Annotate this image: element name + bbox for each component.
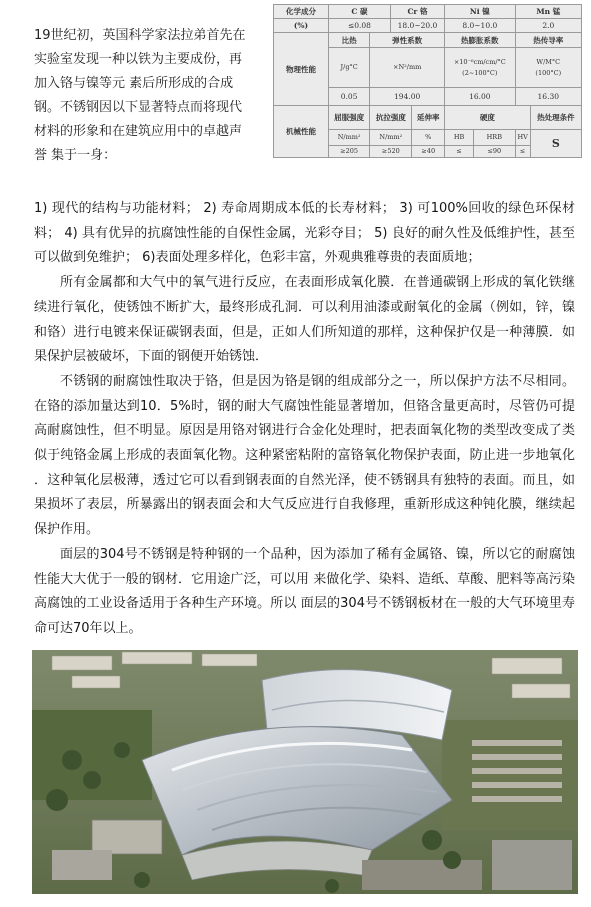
heat-treatment-label: 热处理条件	[530, 106, 581, 130]
value-expansion: 16.00	[445, 88, 516, 106]
unit-conductivity-text: W/M°C	[536, 57, 561, 66]
physical-header: 物理性能	[274, 33, 329, 106]
yield-strength-label: 屈服强度	[329, 106, 370, 130]
corrosion-paragraph: 所有金属都和大气中的氧气进行反应，在表面形成氧化膜．在普通碳钢上形成的氧化铁继 续进行氧化，使锈蚀不断扩大，最终形成孔洞．可以利用油漆或耐氧化的金属（例如，锌，镍 和铬）进行电镀来保证碳钢表面，但是，正如人们所知道的那样，这种保护仅是一种薄膜．如 果保护层被破坏，下面的钢便开始锈蚀．	[34, 275, 575, 365]
unit-yield: N/mm²	[329, 130, 370, 146]
hardness-label: 硬度	[445, 106, 531, 130]
unit-elongation: %	[412, 130, 445, 146]
mechanical-header: 机械性能	[274, 106, 329, 158]
intro-paragraph: 19世纪初，英国科学家法拉弟首先在实验室发现一种以铁为主要成份，再加入铬与镍等元 素后所形成的合成钢。不锈钢因以下显著特点而将现代材料的形象和在建筑应用中的卓越声誉 集于一身：	[34, 28, 246, 163]
value-elongation: ≥40	[412, 146, 445, 158]
value-hb: ≤	[445, 146, 474, 158]
chromium-paragraph: 不锈钢的耐腐蚀性取决于铬，但是因为铬是钢的组成部分之一，所以保护方法不尽相同。 在铬的添加量达到10．5%时，钢的耐大气腐蚀性能显著增加，但铬含量更高时，尽管仍可提 高耐腐蚀性，但不明显。原因是用铬对钢进行合金化处理时，把表面氧化物的类型改变成了类 似于纯铬金属上形成的表面氧化物。这种紧密粘附的富铬氧化物保护表面，防止进一步地氧化 ．这种氧化层极薄，透过它可以看到钢表面的自然光泽，使不锈钢具有独特的表面。而且，如 果损坏了表层，所暴露出的钢表面会和大气反应进行自我修理，重新形成这种钝化膜，继续起 保护作用。	[34, 373, 575, 538]
ni-value: 8.0~10.0	[445, 19, 516, 33]
composition-header: 化学成分	[274, 5, 329, 19]
unit-specific-gravity: J/g°C	[329, 48, 370, 88]
unit-tensile: N/mm²	[370, 130, 412, 146]
unit-expansion-text: ×10⁻⁶cm/cm/°C	[453, 57, 506, 66]
elastic-modulus-label: 弹性系数	[370, 33, 445, 48]
hrb-label: HRB	[474, 130, 516, 146]
tensile-strength-label: 抗拉强度	[370, 106, 412, 130]
grade-304-paragraph: 面层的304号不锈钢是特种钢的一个品种，因为添加了稀有金属铬、镍，所以它的耐腐蚀 性能大大优于一般的钢材．它用途广泛，可以用 来做化学、染料、造纸、草酸、肥料等高污染 高腐蚀的工业设备适用于各种生产环境。所以 面层的304号不锈钢板材在一般的大气环境里寿命可达70年以上。	[34, 546, 575, 636]
cr-label: Cr 铬	[390, 5, 444, 19]
unit-conductivity	[515, 48, 581, 88]
hb-label: HB	[445, 130, 474, 146]
value-conductivity: 16.30	[515, 88, 581, 106]
unit-elastic: ×N²/mm	[370, 48, 445, 88]
percent-label: (%)	[274, 19, 329, 33]
hv-label: HV	[515, 130, 530, 146]
mn-label: Mn 锰	[515, 5, 581, 19]
article-body	[34, 197, 575, 642]
building-aerial-photo	[32, 650, 578, 894]
cr-value: 18.0~20.0	[390, 19, 444, 33]
specific-gravity-label: 比热	[329, 33, 370, 48]
value-hv: ≤	[515, 146, 530, 158]
elongation-label: 延伸率	[412, 106, 445, 130]
thermal-expansion-label: 热膨胀系数	[445, 33, 516, 48]
value-tensile: ≥520	[370, 146, 412, 158]
ni-label: Ni 镍	[445, 5, 516, 19]
unit-expansion	[445, 48, 516, 88]
unit-conductivity-temp: (100°C)	[535, 68, 562, 77]
features-paragraph: 1) 现代的结构与功能材料； 2) 寿命周期成本低的长寿材料； 3) 可100%回收的绿色环保材料； 4) 具有优异的抗腐蚀性能的自保性金属，光彩夺目； 5) 良好的耐久性及低维护性，甚至可以做到免维护； 6)表面处理多样化，色彩丰富，外观典雅尊贵的表面质地；	[34, 201, 575, 266]
heat-treatment-value: S	[530, 130, 581, 158]
c-label: C 碳	[329, 5, 391, 19]
value-specific-gravity: 0.05	[329, 88, 370, 106]
stainless-spec-table	[273, 4, 582, 158]
c-value: ≤0.08	[329, 19, 391, 33]
value-elastic: 194.00	[370, 88, 445, 106]
unit-expansion-range: (2~100°C)	[462, 68, 498, 77]
value-hrb: ≤90	[474, 146, 516, 158]
value-yield: ≥205	[329, 146, 370, 158]
thermal-conductivity-label: 热传导率	[515, 33, 581, 48]
mn-value: 2.0	[515, 19, 581, 33]
